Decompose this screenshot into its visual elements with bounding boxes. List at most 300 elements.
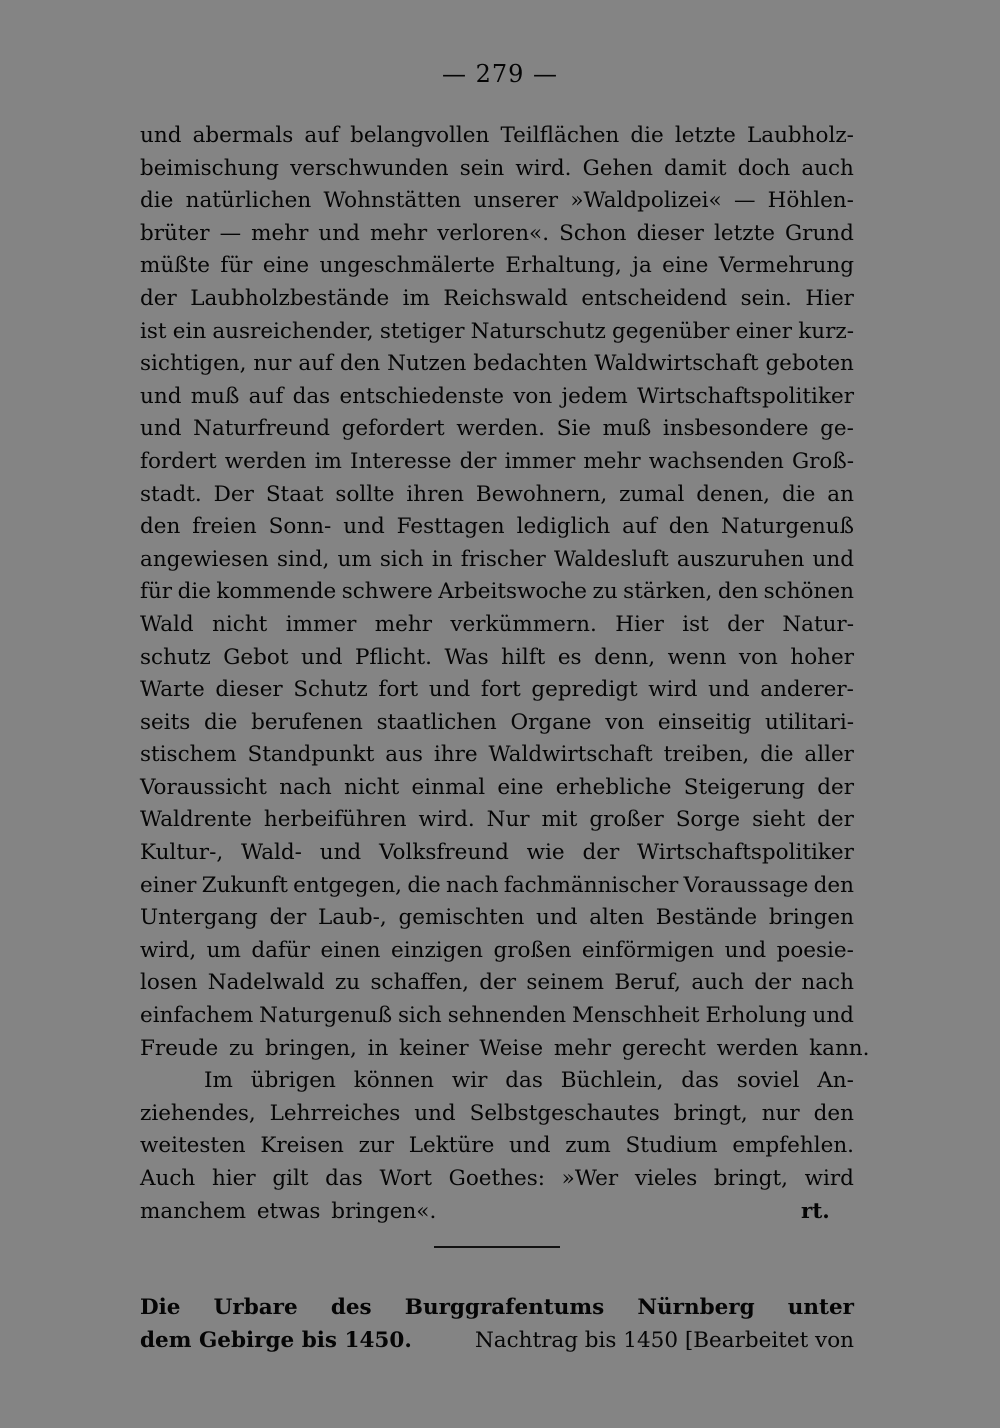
word: den: [717, 579, 759, 605]
word: Grund: [785, 220, 854, 246]
word: einer: [735, 318, 793, 344]
word: für: [220, 253, 253, 279]
word: Bewohnern,: [475, 481, 608, 507]
word: weitesten: [140, 1133, 246, 1159]
text-line: [140, 511, 854, 544]
text-line: [140, 967, 854, 1000]
word: Lektüre: [408, 1133, 495, 1159]
word: Naturgenuß: [259, 1003, 393, 1029]
word: eine: [662, 253, 709, 279]
text-line: [140, 185, 854, 218]
word: Volksfreund: [379, 840, 509, 866]
word: hoher: [790, 644, 854, 670]
word: Nadelwald: [207, 970, 325, 996]
word: Wald: [140, 611, 194, 637]
word: übrigen: [250, 1068, 336, 1094]
word: von: [513, 383, 553, 409]
word: von: [738, 644, 778, 670]
word: der: [754, 970, 792, 996]
word: Naturgenuß: [721, 514, 854, 540]
word: fort: [480, 677, 521, 703]
word: Freude: [140, 1035, 219, 1061]
word: schaffen,: [370, 970, 469, 996]
word: denn,: [594, 644, 656, 670]
word: Laub-,: [317, 905, 387, 931]
word: Laubholzbestände: [190, 285, 390, 311]
word: wird.: [418, 807, 475, 833]
word: die: [204, 709, 238, 735]
word: eine: [497, 774, 544, 800]
word: letzte: [674, 123, 736, 148]
word: abermals: [192, 123, 294, 148]
text-line: [140, 1000, 854, 1033]
word: der: [817, 774, 854, 800]
word: Bestände: [655, 905, 758, 931]
word: das: [505, 1068, 543, 1094]
word: Die: [140, 1295, 181, 1320]
word: und: [140, 123, 182, 148]
text-line: [140, 1065, 854, 1098]
word: schutz: [140, 644, 211, 670]
word: Urbare: [213, 1295, 298, 1320]
word: das: [325, 1166, 363, 1191]
word: die: [177, 579, 211, 605]
word: und: [509, 1133, 551, 1159]
word: um: [337, 546, 372, 572]
text-line: [140, 316, 854, 349]
word: natürlichen: [185, 188, 312, 214]
word: wachsenden: [648, 448, 784, 474]
word: von: [605, 709, 645, 735]
text-line: [140, 153, 854, 186]
word: einen: [320, 937, 381, 963]
word: Laubholz-: [746, 123, 854, 148]
word: der: [459, 448, 497, 474]
word: Selbstgeschautes: [469, 1100, 660, 1126]
word: gefordert: [341, 416, 445, 442]
word: auf: [622, 514, 657, 540]
word: wir: [451, 1068, 488, 1094]
word: Natur-: [782, 611, 854, 637]
word: unter: [787, 1295, 854, 1320]
text-line: [140, 1130, 854, 1163]
word: einförmigen: [581, 937, 715, 963]
word: schönen: [763, 579, 854, 605]
word: ausreichender,: [212, 318, 374, 344]
word: Nutzen: [387, 351, 467, 377]
word: auch: [801, 155, 854, 181]
text-line: [140, 1098, 854, 1131]
word: großen: [493, 937, 572, 963]
word: bringen,: [264, 1035, 357, 1061]
word: gemischten: [398, 905, 525, 931]
word: vieles: [634, 1166, 698, 1191]
word: die: [760, 742, 794, 768]
word: dieser: [215, 677, 283, 703]
word: Wort: [379, 1166, 432, 1191]
text-line: [140, 1196, 854, 1229]
word: ist: [682, 611, 709, 637]
word: auf: [304, 123, 340, 148]
word: einseitig: [657, 709, 752, 735]
word: Nürnberg: [637, 1295, 755, 1320]
text-line: [140, 413, 854, 446]
word: es: [557, 644, 582, 670]
word: Kultur-,: [140, 840, 224, 866]
section-divider: [434, 1246, 560, 1248]
word: Der: [213, 481, 254, 507]
word: Untergang: [140, 905, 258, 931]
word: Schutz: [293, 677, 368, 703]
word: Auch: [140, 1166, 196, 1191]
word: Warte: [140, 677, 205, 703]
word: den: [668, 514, 710, 540]
text-line: [140, 283, 854, 316]
word: mehr: [251, 220, 309, 246]
word: brüter: [140, 220, 210, 246]
word: Standpunkt: [247, 742, 375, 768]
word: gepredigt: [531, 677, 638, 703]
next-entry-title-line: [140, 1292, 854, 1325]
word: Vermehrung: [718, 253, 854, 279]
word: müßte: [140, 253, 210, 279]
word: Wirtschaftspolitiker: [637, 840, 854, 866]
word: Voraussicht: [140, 774, 267, 800]
word: stärken,: [623, 579, 713, 605]
next-entry-note: Nachtrag bis 1450 [Bearbeitet von: [474, 1327, 854, 1353]
word: der: [140, 285, 177, 311]
word: sehnenden: [447, 1003, 567, 1029]
word: »Wer: [561, 1166, 619, 1191]
text-line: [140, 348, 854, 381]
word: Groß-: [791, 448, 854, 474]
word: sein.: [740, 285, 792, 311]
word: gilt: [272, 1166, 309, 1191]
text-line: [140, 1163, 854, 1196]
word: frischer: [460, 546, 546, 572]
word: utilitari-: [764, 709, 854, 735]
word: »Waldpolizei«: [570, 188, 722, 214]
word: mehr: [369, 220, 428, 246]
word: fordert: [140, 448, 217, 474]
word: wird,: [140, 937, 197, 963]
word: und: [428, 677, 471, 703]
word: für: [140, 579, 173, 605]
word: auf: [298, 351, 333, 377]
word: der: [817, 807, 854, 833]
text-line: [140, 576, 854, 609]
word: fachmännischer: [503, 872, 679, 898]
word: die: [781, 481, 816, 507]
word: der: [582, 840, 620, 866]
word: insbesondere: [662, 416, 809, 442]
word: zur: [358, 1133, 395, 1159]
word: entscheidend: [581, 285, 728, 311]
review-signature: rt.: [801, 1199, 830, 1224]
word: muß: [190, 383, 240, 409]
word: einer: [140, 872, 197, 898]
word: Naturfreund: [193, 416, 330, 442]
word: und: [708, 677, 750, 703]
word: entgegen,: [293, 872, 403, 898]
word: werden.: [456, 416, 545, 442]
word: erhebliche: [555, 774, 672, 800]
word: Hier: [805, 285, 854, 311]
word: Festtagen: [396, 514, 505, 540]
word: letzte: [714, 220, 775, 246]
word: nach: [801, 970, 854, 996]
word: fort: [378, 677, 419, 703]
word: Sorge: [675, 807, 741, 833]
word: Menschheit: [571, 1003, 700, 1029]
text-line: [140, 446, 854, 479]
word: die: [407, 872, 441, 898]
word: und: [414, 1100, 456, 1126]
word: angewiesen: [140, 546, 269, 572]
text-line: [140, 870, 854, 903]
word: Studium: [625, 1133, 718, 1159]
word: das: [681, 1068, 719, 1094]
word: und: [140, 383, 182, 409]
body-text: [140, 120, 870, 1228]
word: seinem: [526, 970, 604, 996]
text-line: [140, 120, 854, 153]
word: sein: [459, 155, 505, 181]
word: manchem: [140, 1198, 247, 1224]
word: Büchlein,: [560, 1068, 664, 1094]
word: in: [367, 1035, 389, 1061]
word: Weise: [479, 1035, 544, 1061]
word: nicht: [344, 774, 400, 800]
word: Lehrreiches: [269, 1100, 401, 1126]
text-line: [140, 609, 854, 642]
word: ungeschmälerte: [319, 253, 496, 279]
word: und: [319, 840, 362, 866]
word: der: [727, 611, 764, 637]
word: Erholung: [705, 1003, 807, 1029]
word: soviel: [736, 1068, 800, 1094]
word: den: [140, 514, 181, 540]
word: keiner: [399, 1035, 469, 1061]
word: jedem: [561, 383, 628, 409]
word: sichtigen,: [140, 351, 247, 377]
word: Zukunft: [201, 872, 288, 898]
word: Nur: [486, 807, 530, 833]
word: Wald-: [240, 840, 302, 866]
word: Gebot: [223, 644, 289, 670]
word: gerecht: [621, 1035, 706, 1061]
word: losen: [140, 970, 198, 996]
word: nach: [446, 872, 499, 898]
text-line: [140, 479, 854, 512]
word: in: [431, 546, 453, 572]
word: verloren«.: [437, 220, 550, 246]
word: wird.: [515, 155, 572, 181]
word: kurz-: [798, 318, 854, 344]
word: immer: [504, 448, 576, 474]
word: ihre: [433, 742, 478, 768]
text-line: [140, 804, 854, 837]
word: Voraussage: [683, 872, 809, 898]
word: den: [813, 872, 854, 898]
word: bedachten: [473, 351, 588, 377]
word: um: [206, 937, 241, 963]
text-line: [140, 250, 854, 283]
word: etwas: [256, 1198, 321, 1224]
word: und: [343, 514, 385, 540]
word: zumal: [619, 481, 685, 507]
word: wird: [648, 677, 698, 703]
word: Naturschutz: [470, 318, 606, 344]
text-line: [140, 674, 854, 707]
word: Kreisen: [260, 1133, 344, 1159]
word: auch: [691, 970, 744, 996]
word: Was: [444, 644, 489, 670]
text-line: [140, 544, 854, 577]
word: mehr: [583, 448, 641, 474]
word: die: [140, 188, 174, 214]
word: und: [812, 546, 854, 572]
word: nicht: [212, 611, 268, 637]
word: Waldesluft: [553, 546, 669, 572]
word: belangvollen: [350, 123, 490, 148]
word: schwere: [341, 579, 433, 605]
word: doch: [737, 155, 791, 181]
word: Arbeitswoche: [438, 579, 588, 605]
word: dieser: [636, 220, 704, 246]
word: den: [339, 351, 381, 377]
text-line: [140, 1033, 870, 1066]
word: ist: [140, 318, 167, 344]
word: und: [536, 905, 578, 931]
word: ziehendes,: [140, 1100, 256, 1126]
word: zum: [565, 1133, 611, 1159]
next-entry-second-line: [140, 1325, 854, 1358]
word: Hier: [615, 611, 664, 637]
word: Sie: [556, 416, 591, 442]
word: An-: [817, 1068, 854, 1094]
word: —: [733, 188, 756, 214]
word: ihren: [406, 481, 464, 507]
word: wenn: [667, 644, 727, 670]
word: nur: [761, 1100, 800, 1126]
word: Burggrafentums: [404, 1295, 605, 1320]
word: gegenüber: [611, 318, 730, 344]
word: werden: [224, 448, 307, 474]
word: damit: [664, 155, 727, 181]
word: anderer-: [760, 677, 854, 703]
word: der: [269, 905, 307, 931]
word: sich: [379, 546, 424, 572]
word: lediglich: [516, 514, 611, 540]
word: Schon: [559, 220, 627, 246]
word: mit: [541, 807, 578, 833]
word: seits: [140, 709, 191, 735]
word: nach: [279, 774, 332, 800]
word: einfachem: [140, 1003, 254, 1029]
text-line: [140, 739, 854, 772]
word: im: [402, 285, 430, 311]
word: auf: [248, 383, 284, 409]
word: sich: [397, 1003, 442, 1029]
word: hilft: [501, 644, 546, 670]
word: sollte: [335, 481, 395, 507]
word: immer: [285, 611, 357, 637]
word: verkümmern.: [450, 611, 597, 637]
word: sind,: [276, 546, 330, 572]
word: mehr: [374, 611, 432, 637]
word: Steigerung: [683, 774, 805, 800]
word: wird: [804, 1166, 854, 1191]
text-line: [140, 707, 854, 740]
word: aller: [804, 742, 854, 768]
word: alten: [589, 905, 645, 931]
word: nur: [253, 351, 292, 377]
word: aus: [385, 742, 423, 768]
word: und: [318, 220, 360, 246]
word: und: [724, 937, 767, 963]
word: stadt.: [140, 481, 202, 507]
word: poesie-: [776, 937, 854, 963]
word: auszuruhen: [676, 546, 805, 572]
word: —: [219, 220, 242, 246]
word: Waldwirtschaft: [594, 351, 759, 377]
word: dafür: [251, 937, 311, 963]
word: eine: [262, 253, 310, 279]
word: zu: [229, 1035, 255, 1061]
word: verschwunden: [290, 155, 449, 181]
word: und: [140, 416, 182, 442]
word: und: [301, 644, 343, 670]
word: Gehen: [582, 155, 653, 181]
word: Goethes:: [448, 1166, 545, 1191]
next-entry: [140, 1292, 854, 1357]
text-line: [140, 902, 854, 935]
word: bringt,: [713, 1166, 788, 1191]
text-line: [140, 837, 854, 870]
word: werden: [716, 1035, 799, 1061]
word: treiben,: [663, 742, 750, 768]
word: sieht: [752, 807, 806, 833]
word: beimischung: [140, 155, 280, 181]
word: kommende: [216, 579, 337, 605]
word: Reichswald: [443, 285, 568, 311]
word: ein: [172, 318, 207, 344]
word: Organe: [510, 709, 592, 735]
word: zu: [334, 970, 361, 996]
word: Sonn-: [268, 514, 332, 540]
word: die: [630, 123, 664, 148]
word: im: [314, 448, 342, 474]
next-entry-title-end: dem Gebirge bis 1450.: [140, 1327, 412, 1353]
word: der: [479, 970, 517, 996]
word: großer: [589, 807, 664, 833]
word: berufenen: [251, 709, 363, 735]
word: einzigen: [391, 937, 484, 963]
word: und: [812, 1003, 854, 1029]
word: einmal: [411, 774, 486, 800]
word: wie: [526, 840, 565, 866]
word: denen,: [696, 481, 771, 507]
word: empfehlen.: [732, 1133, 854, 1159]
word: entschiedenste: [339, 383, 504, 409]
word: bringt,: [673, 1100, 748, 1126]
text-line: [140, 218, 854, 251]
word: mehr: [553, 1035, 612, 1061]
word: bringen: [768, 905, 854, 931]
word: ge-: [820, 416, 854, 442]
word: Pflicht.: [354, 644, 433, 670]
